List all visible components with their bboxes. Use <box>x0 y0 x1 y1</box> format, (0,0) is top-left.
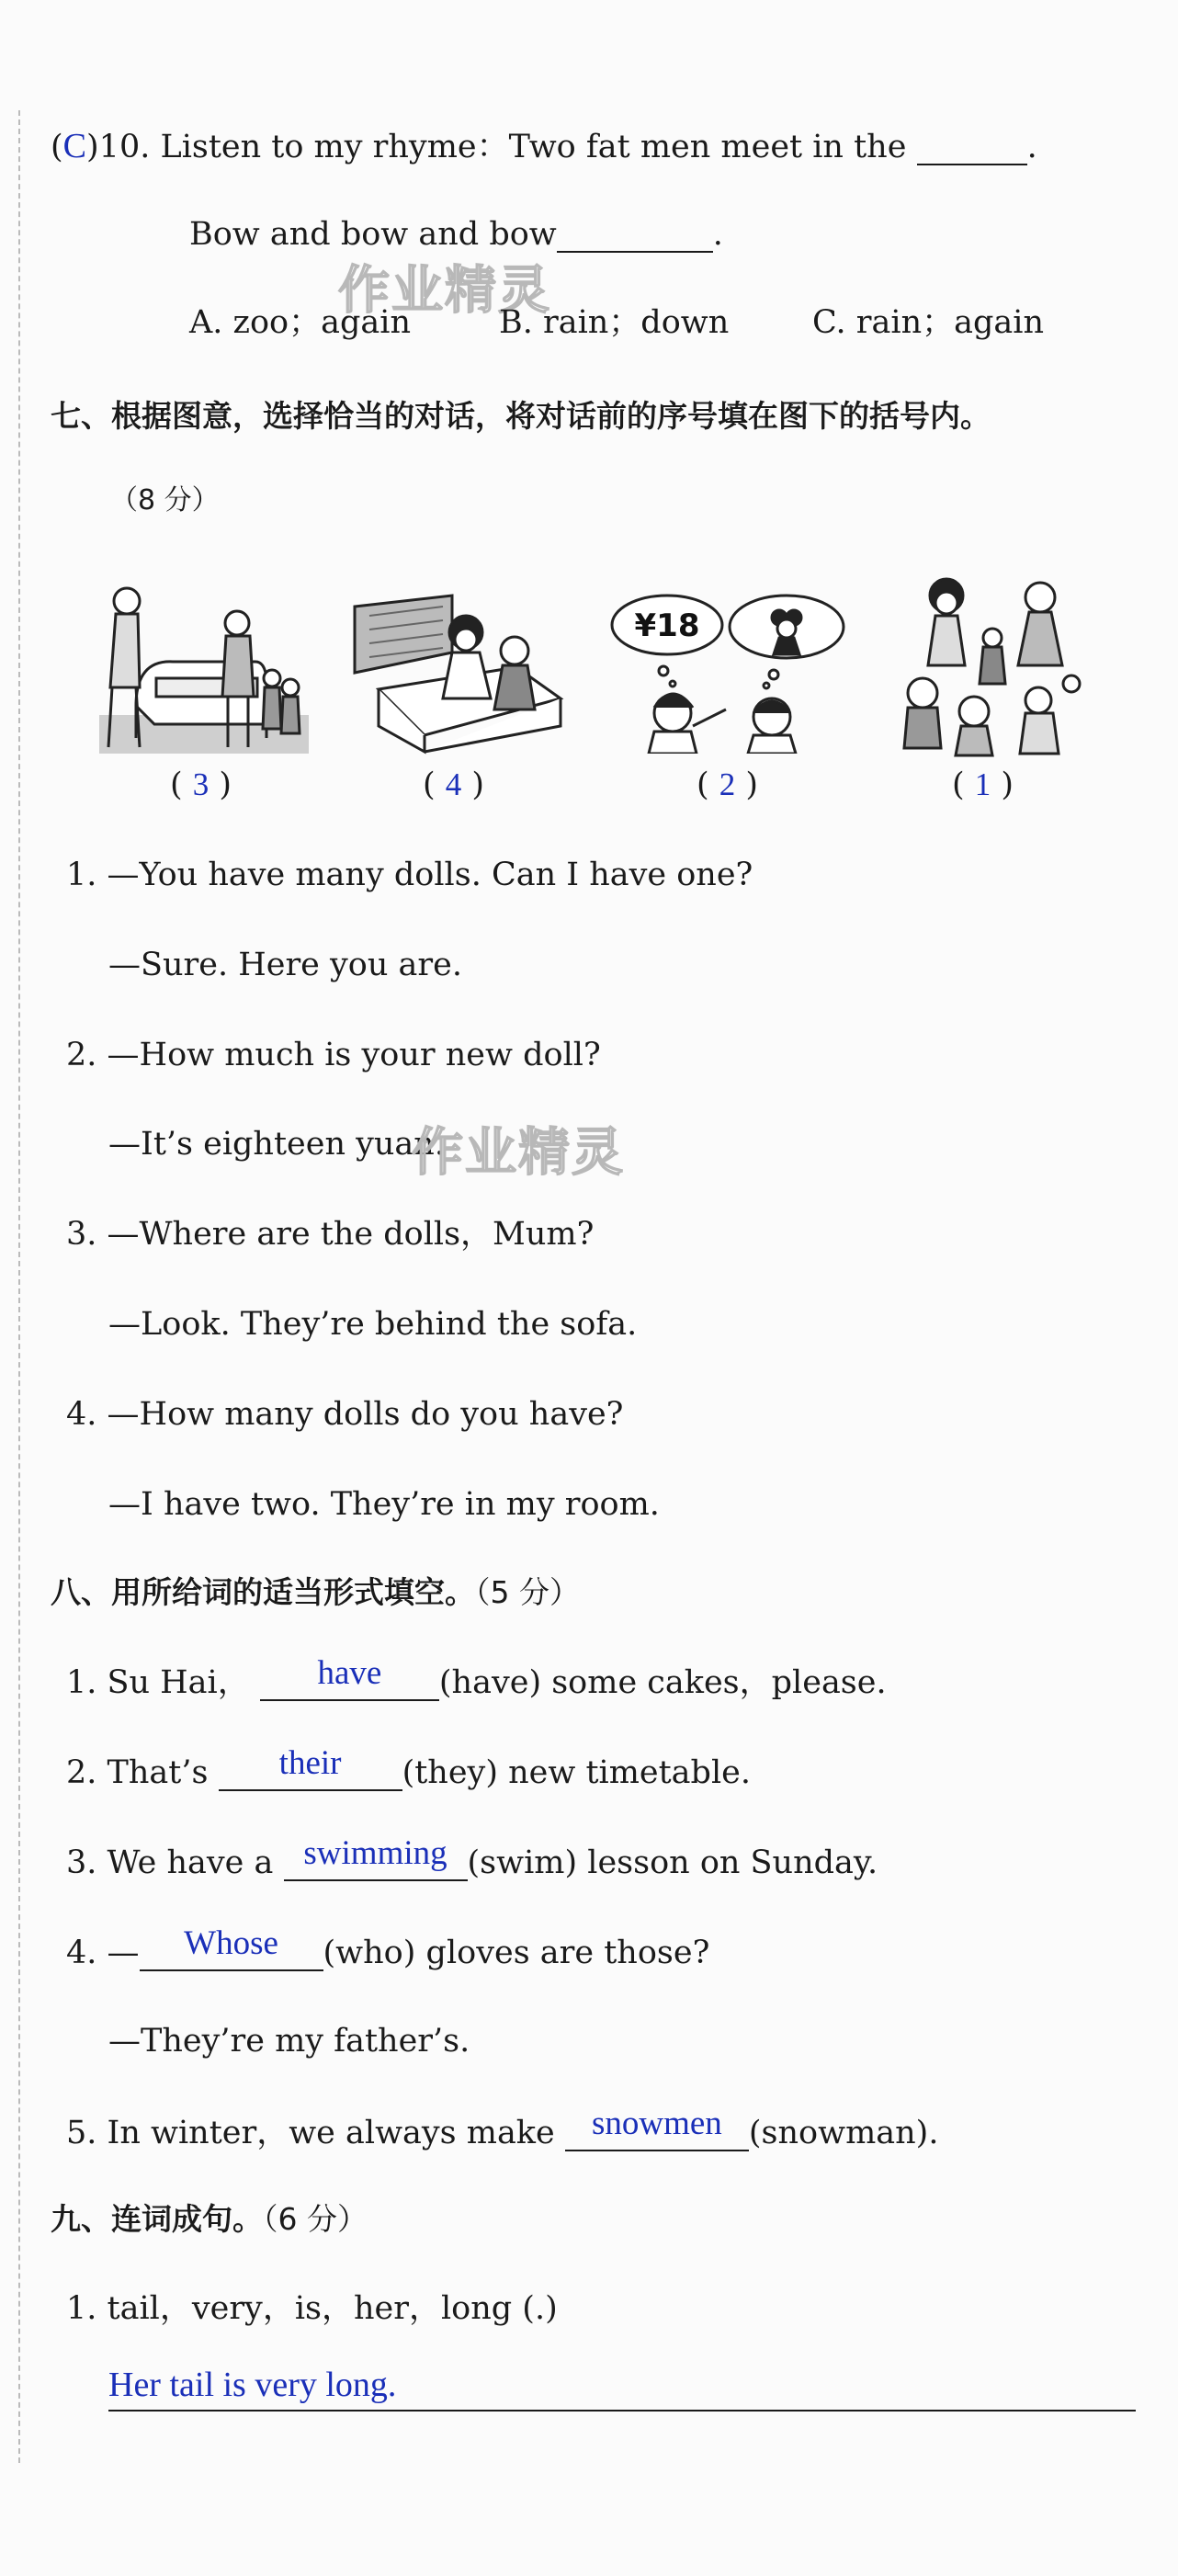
dialog-4-b: —I have two. They’re in my room. <box>108 1486 660 1523</box>
dialog-3-b: —Look. They’re behind the sofa. <box>108 1306 638 1343</box>
dialog-1-a: —You have many dolls. Can I have one? <box>107 857 753 893</box>
dialog-1-b: —Sure. Here you are. <box>108 947 462 983</box>
dialog-1-line-a <box>66 859 753 891</box>
dialog-4-line-a <box>66 1396 624 1433</box>
dialog-3-line-a <box>66 1216 595 1253</box>
q10-answer: C <box>62 127 87 165</box>
q10-blank1 <box>917 131 1027 165</box>
fill-item-1-prefix: 1. Su Hai， <box>66 1664 250 1701</box>
q10-blank2 <box>557 219 713 253</box>
section7-title: 七、根据图意，选择恰当的对话，将对话前的序号填在图下的括号内。 <box>51 398 991 434</box>
fill-item-1-answer: have <box>317 1654 382 1692</box>
fill-item-2-blank[interactable] <box>219 1744 402 1791</box>
q10-option-a: A. zoo；again <box>189 304 411 341</box>
dialog-2-num: 2. <box>66 1037 97 1073</box>
fill-item-4-answer: Whose <box>184 1924 278 1962</box>
watermark-1: 作业精灵 <box>338 261 551 321</box>
q10-stem: )10. Listen to my rhyme：Two fat men meet in the <box>86 129 907 165</box>
watermark-2: 作业精灵 <box>412 1123 625 1183</box>
q10-period: . <box>1026 129 1037 165</box>
section9-score: （6 分） <box>263 2201 368 2237</box>
section7-score: （8 分） <box>110 484 220 516</box>
dialog-3-num: 3. <box>66 1216 97 1253</box>
fill-item-4-prefix: 4. — <box>66 1935 140 1971</box>
dialog-4-num: 4. <box>66 1396 97 1433</box>
pic4-answer: 1 <box>974 766 991 802</box>
section8-title <box>51 1574 580 1610</box>
fill-item-3 <box>66 1834 878 1881</box>
pic2-label: ( 4 ) <box>423 766 485 803</box>
section9-title-text: 九、连词成句。 <box>51 2201 263 2237</box>
fill-item-2 <box>66 1744 751 1791</box>
fill-item-4-suffix: (who) gloves are those? <box>323 1935 710 1971</box>
dialog-3-a: —Where are the dolls，Mum? <box>107 1216 595 1253</box>
dialog-2-a: —How much is your new doll? <box>107 1037 601 1073</box>
pic2-answer: 4 <box>445 766 462 802</box>
fill-item-2-answer: their <box>278 1744 342 1782</box>
fill-item-3-suffix: (swim) lesson on Sunday. <box>467 1844 878 1881</box>
q10-line2-period: . <box>712 216 723 253</box>
fill-item-2-suffix: (they) new timetable. <box>402 1754 751 1791</box>
dialog-4-a: —How many dolls do you have? <box>107 1396 624 1433</box>
q10-option-c: C. rain；again <box>812 304 1044 341</box>
section9-title <box>51 2201 368 2237</box>
price-bubble-text: ¥18 <box>634 607 700 644</box>
picture-bed-dolls <box>351 588 564 755</box>
fill-item-3-prefix: 3. We have a <box>66 1844 274 1881</box>
q10-paren-open: ( <box>51 129 63 165</box>
fill-item-1-suffix: (have) some cakes，please. <box>438 1664 887 1701</box>
fill-item-5-prefix: 5. In winter，we always make <box>66 2115 555 2151</box>
picture-price-bubbles <box>608 588 856 754</box>
pic4-label: ( 1 ) <box>952 766 1014 803</box>
fill-item-5-answer: snowmen <box>591 2105 722 2142</box>
fill-item-3-blank[interactable] <box>284 1834 468 1881</box>
dialog-2-b: —It’s eighteen yuan. <box>108 1126 445 1163</box>
page-frame-line <box>18 110 20 2463</box>
fill-item-4-reply: —They’re my father’s. <box>108 2023 470 2060</box>
pic3-answer: 2 <box>719 766 736 802</box>
picture-children-dolls <box>900 573 1084 757</box>
fill-item-1 <box>66 1654 887 1701</box>
section9-answer-line <box>108 2410 1136 2411</box>
picture-sofa-family <box>99 577 309 754</box>
q10-line2-text: Bow and bow and bow <box>189 216 557 253</box>
pic1-label: ( 3 ) <box>170 766 232 803</box>
fill-item-5 <box>66 2105 939 2151</box>
section8-score: （5 分） <box>475 1574 580 1610</box>
q10-option-b: B. rain；down <box>499 304 730 341</box>
dialog-2-line-a <box>66 1039 601 1072</box>
section9-item1-answer: Her tail is very long. <box>108 2366 397 2404</box>
fill-item-4-blank[interactable] <box>140 1924 323 1971</box>
q10-line1 <box>51 129 1037 165</box>
section8-title-text: 八、用所给词的适当形式填空。 <box>51 1574 475 1610</box>
fill-item-3-answer: swimming <box>303 1834 447 1872</box>
fill-item-5-suffix: (snowman). <box>748 2115 939 2151</box>
q10-line2 <box>189 216 723 253</box>
dialog-1-num: 1. <box>66 857 97 893</box>
fill-item-2-prefix: 2. That’s <box>66 1754 209 1791</box>
fill-item-4 <box>66 1924 710 1971</box>
pic3-label: ( 2 ) <box>697 766 759 803</box>
fill-item-5-blank[interactable] <box>565 2105 749 2151</box>
section9-item1-words: 1. tail，very，is，her，long (.) <box>66 2290 558 2327</box>
fill-item-1-blank[interactable] <box>260 1654 439 1701</box>
pic1-answer: 3 <box>192 766 210 802</box>
